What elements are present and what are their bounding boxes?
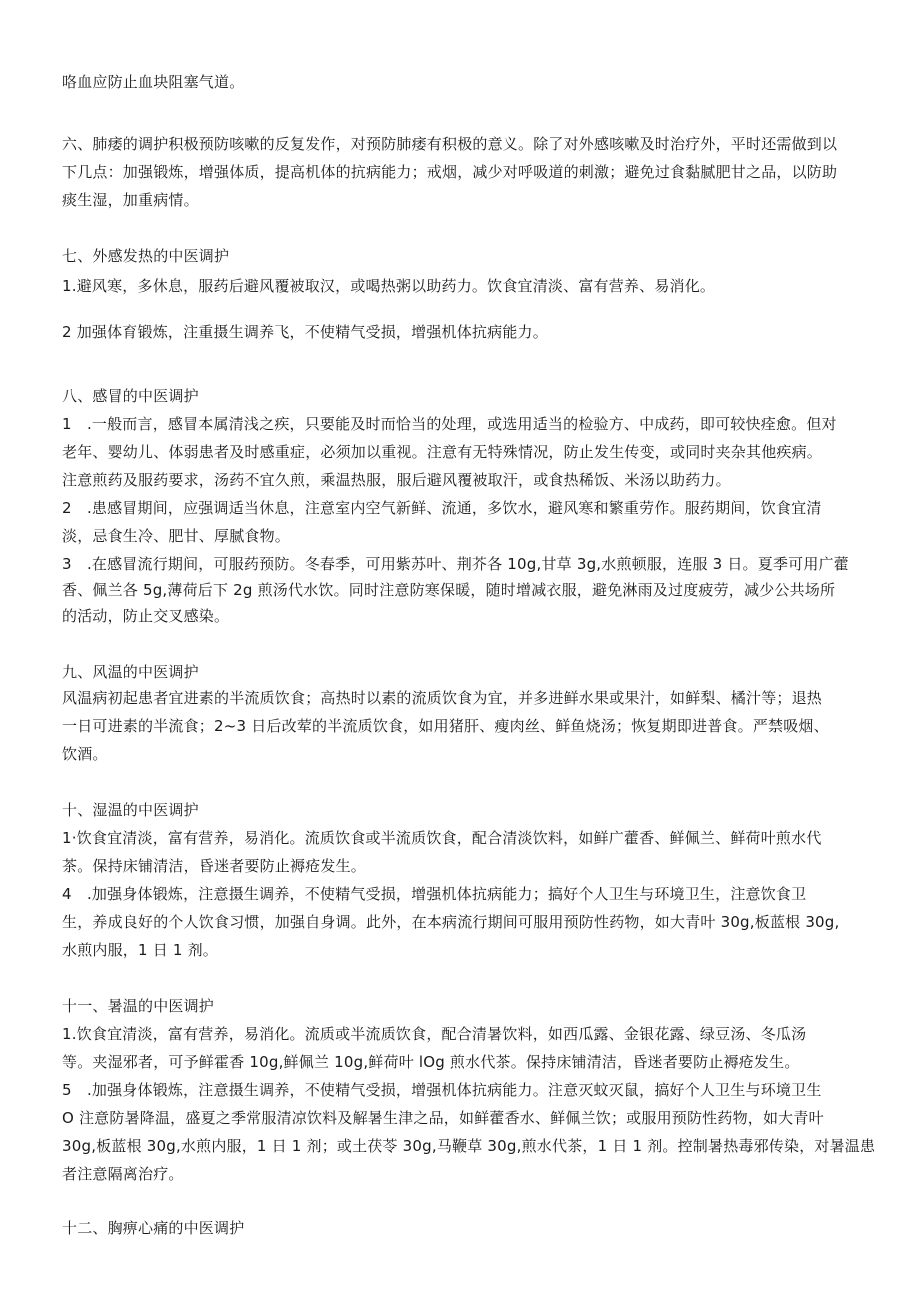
paragraph-line: 六、肺痿的调护积极预防咳嗽的反复发作，对预防肺痿有积极的意义。除了对外感咳嗽及时治疗外，平时还需做到以 xyxy=(62,135,838,153)
paragraph-line: 淡，忌食生冷、肥甘、厚腻食物。 xyxy=(62,527,291,545)
paragraph-line: 水煎内服，1 日 1 剂。 xyxy=(62,941,218,959)
paragraph-line: 饮酒。 xyxy=(62,745,108,763)
section-heading: 十二、胸痹心痛的中医调护 xyxy=(62,1219,245,1237)
paragraph-line: 1·饮食宜清淡，富有营养，易消化。流质饮食或半流质饮食，配合清淡饮料，如鲜广藿香、鲜佩兰、鲜荷叶煎水代 xyxy=(62,829,822,847)
paragraph-line: 3 .在感冒流行期间，可服药预防。冬春季，可用紫苏叶、荆芥各 10g,甘草 3g,水煎顿服，连服 3 日。夏季可用广藿 xyxy=(62,555,849,573)
paragraph-line: O 注意防暑降温，盛夏之季常服清凉饮料及解暑生津之品，如鲜藿香水、鲜佩兰饮；或服用预防性药物，如大青叶 xyxy=(62,1109,824,1127)
paragraph-line: 风温病初起患者宜进素的半流质饮食；高热时以素的流质饮食为宜，并多进鲜水果或果汁，如鲜梨、橘汁等；退热 xyxy=(62,689,823,707)
paragraph-line: 痰生湿，加重病情。 xyxy=(62,191,199,209)
paragraph-line: 者注意隔离治疗。 xyxy=(62,1165,184,1183)
paragraph-line: 2 加强体育锻炼，注重摄生调养飞，不使精气受损，增强机体抗病能力。 xyxy=(62,323,548,341)
section-heading: 九、风温的中医调护 xyxy=(62,663,199,681)
paragraph-line: 茶。保持床铺清洁，昏迷者要防止褥疮发生。 xyxy=(62,857,367,875)
paragraph-line: 1.避风寒，多休息，服药后避风覆被取汉，或喝热粥以助药力。饮食宜清淡、富有营养、易消化。 xyxy=(62,277,716,295)
paragraph-line: 1.饮食宜清淡，富有营养，易消化。流质或半流质饮食，配合清暑饮料，如西瓜露、金银花露、绿豆汤、冬瓜汤 xyxy=(62,1025,807,1043)
paragraph-line: 生，养成良好的个人饮食习惯，加强自身调。此外，在本病流行期间可服用预防性药物，如大青叶 30g,板蓝根 30g, xyxy=(62,913,840,931)
section-heading: 十、湿温的中医调护 xyxy=(62,801,199,819)
paragraph-line: 一日可进素的半流食；2~3 日后改荤的半流质饮食，如用猪肝、瘦肉丝、鲜鱼烧汤；恢复期即进普食。严禁吸烟、 xyxy=(62,717,829,735)
section-heading: 八、感冒的中医调护 xyxy=(62,387,199,405)
section-heading: 七、外感发热的中医调护 xyxy=(62,247,230,265)
paragraph-line: 等。夹湿邪者，可予鲜霍香 10g,鲜佩兰 10g,鲜荷叶 lOg 煎水代茶。保持床铺清洁，昏迷者要防止褥疮发生。 xyxy=(62,1053,800,1071)
paragraph-line: 下几点：加强锻炼，增强体质，提高机体的抗病能力；戒烟，减少对呼吸道的刺激；避免过食黏腻肥甘之品，以防助 xyxy=(62,163,838,181)
section-heading: 十一、暑温的中医调护 xyxy=(62,997,215,1015)
paragraph-line: 的活动，防止交叉感染。 xyxy=(62,607,230,625)
paragraph-line: 1 .一般而言，感冒本属清浅之疾，只要能及时而恰当的处理，或选用适当的检验方、中成药，即可较快痊愈。但对 xyxy=(62,415,837,433)
paragraph-line: 香、佩兰各 5g,薄荷后下 2g 煎汤代水饮。同时注意防寒保暖，随时增减衣服，避免淋雨及过度疲劳，减少公共场所 xyxy=(62,581,836,599)
paragraph-line: 30g,板蓝根 30g,水煎内服，1 日 1 剂；或土茯苓 30g,马鞭草 30g,煎水代茶，1 日 1 剂。控制暑热毒邪传染，对暑温患 xyxy=(62,1137,876,1155)
paragraph-line: 老年、婴幼儿、体弱患者及时感重症，必须加以重视。注意有无特殊情况，防止发生传变，或同时夹杂其他疾病。 xyxy=(62,443,823,461)
paragraph-line: 4 .加强身体锻炼，注意摄生调养，不使精气受损，增强机体抗病能力；搞好个人卫生与环境卫生，注意饮食卫 xyxy=(62,885,807,903)
paragraph-line: 2 .患感冒期间，应强调适当休息，注意室内空气新鲜、流通，多饮水，避风寒和繁重劳作。服药期间，饮食宜清 xyxy=(62,499,822,517)
paragraph-line: 注意煎药及服药要求，汤药不宜久煎，乘温热服，服后避风覆被取汗，或食热稀饭、米汤以助药力。 xyxy=(62,471,731,489)
paragraph-line: 咯血应防止血块阻塞气道。 xyxy=(62,73,245,91)
paragraph-line: 5 .加强身体锻炼，注意摄生调养，不使精气受损，增强机体抗病能力。注意灭蚊灭鼠，搞好个人卫生与环境卫生 xyxy=(62,1081,822,1099)
